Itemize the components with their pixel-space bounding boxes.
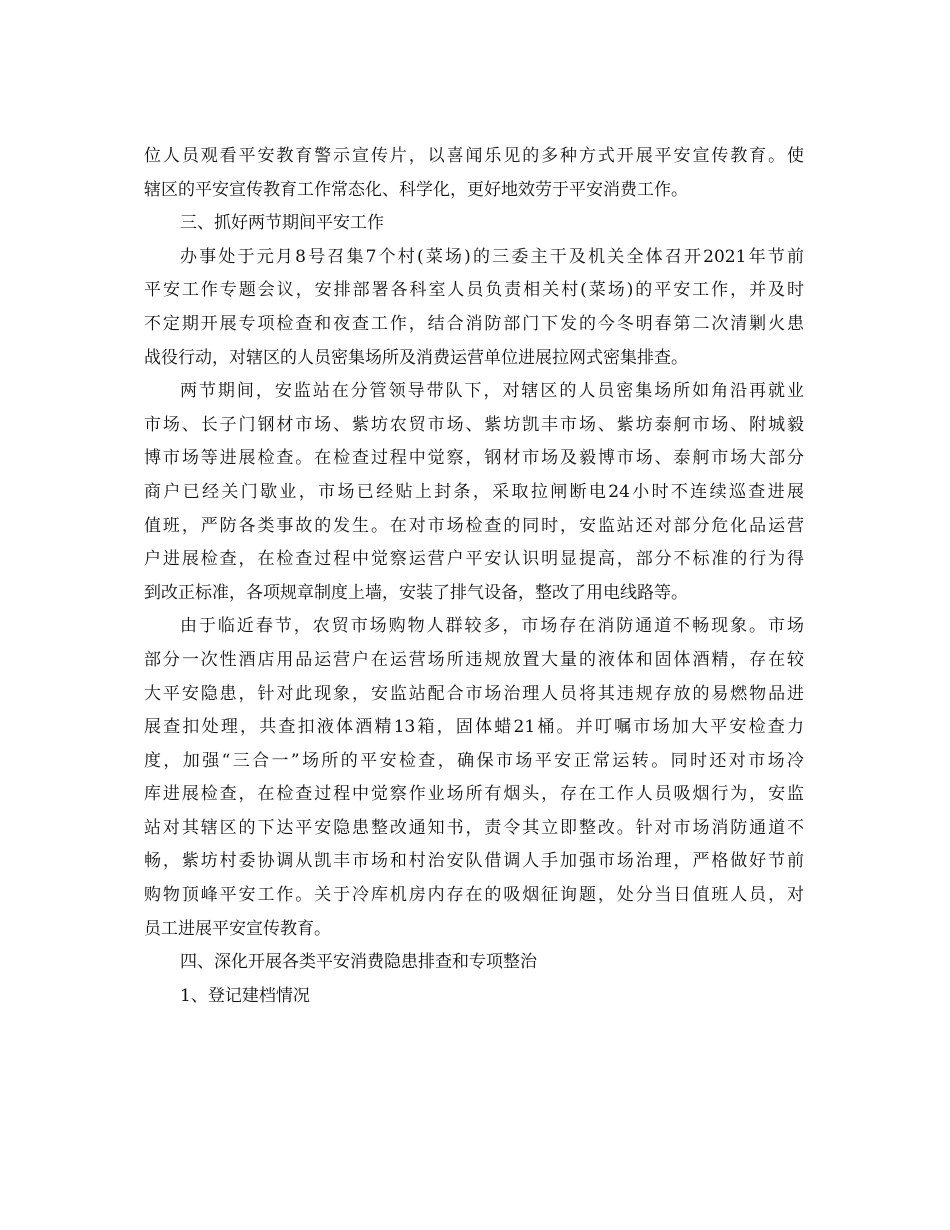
subsection-heading: 1、登记建档情况: [180, 985, 310, 1006]
text-line: 度，加强“三合一”场所的平安检查，确保市场平安正常运转。同时还对市场冷: [144, 750, 804, 771]
text-line: 办事处于元月8号召集7个村(菜场)的三委主干及机关全体召开2021年节前: [180, 246, 804, 267]
document-page: [144, 140, 804, 1013]
section-heading: 三、抓好两节期间平安工作: [180, 213, 384, 234]
text-line: 战役行动，对辖区的人员密集场所及消费运营单位进展拉网式密集排查。: [144, 347, 688, 368]
text-line: 展查扣处理，共查扣液体酒精13箱，固体蜡21桶。并叮嘱市场加大平安检查力: [144, 717, 804, 738]
text-line: 不定期开展专项检查和夜查工作，结合消防部门下发的今冬明春第二次清剿火患: [144, 313, 804, 334]
text-line: 位人员观看平安教育警示宣传片，以喜闻乐见的多种方式开展平安宣传教育。使: [144, 146, 804, 166]
text-line: 部分一次性酒店用品运营户在运营场所违规放置大量的液体和固体酒精，存在较: [144, 649, 804, 670]
text-line: 辖区的平安宣传教育工作常态化、科学化，更好地效劳于平安消费工作。: [144, 179, 688, 200]
text-line: 博市场等进展检查。在检查过程中觉察，钢材市场及毅博市场、泰舸市场大部分: [144, 448, 804, 469]
text-line: 市场、长子门钢材市场、紫坊农贸市场、紫坊凯丰市场、紫坊泰舸市场、附城毅: [144, 414, 804, 435]
text-line: 员工进展平安宣传教育。: [144, 918, 331, 939]
text-line: 大平安隐患，针对此现象，安监站配合市场治理人员将其违规存放的易燃物品进: [144, 683, 804, 704]
text-line: 库进展检查，在检查过程中觉察作业场所有烟头，存在工作人员吸烟行为，安监: [144, 784, 804, 805]
text-line: 购物顶峰平安工作。关于冷库机房内存在的吸烟征询题，处分当日值班人员，对: [144, 885, 804, 906]
text-line: 两节期间，安监站在分管领导带队下，对辖区的人员密集场所如角沿再就业: [180, 381, 804, 402]
text-line: 站对其辖区的下达平安隐患整改通知书，责令其立即整改。针对市场消防通道不: [144, 817, 804, 838]
text-line: 商户已经关门歇业，市场已经贴上封条，采取拉闸断电24小时不连续巡查进展: [144, 481, 804, 502]
text-line: 到改正标准，各项规章制度上墙，安装了排气设备，整改了用电线路等。: [144, 582, 688, 603]
text-line: 户进展检查，在检查过程中觉察运营户平安认识明显提高，部分不标准的行为得: [144, 549, 804, 570]
section-heading: 四、深化开展各类平安消费隐患排查和专项整治: [180, 952, 537, 973]
text-line: 畅，紫坊村委协调从凯丰市场和村治安队借调人手加强市场治理，严格做好节前: [144, 851, 804, 872]
text-line: 由于临近春节，农贸市场购物人群较多，市场存在消防通道不畅现象。市场: [180, 616, 804, 637]
text-line: 平安工作专题会议，安排部署各科室人员负责相关村(菜场)的平安工作，并及时: [144, 280, 804, 301]
text-line: 值班，严防各类事故的发生。在对市场检查的同时，安监站还对部分危化品运营: [144, 515, 804, 536]
